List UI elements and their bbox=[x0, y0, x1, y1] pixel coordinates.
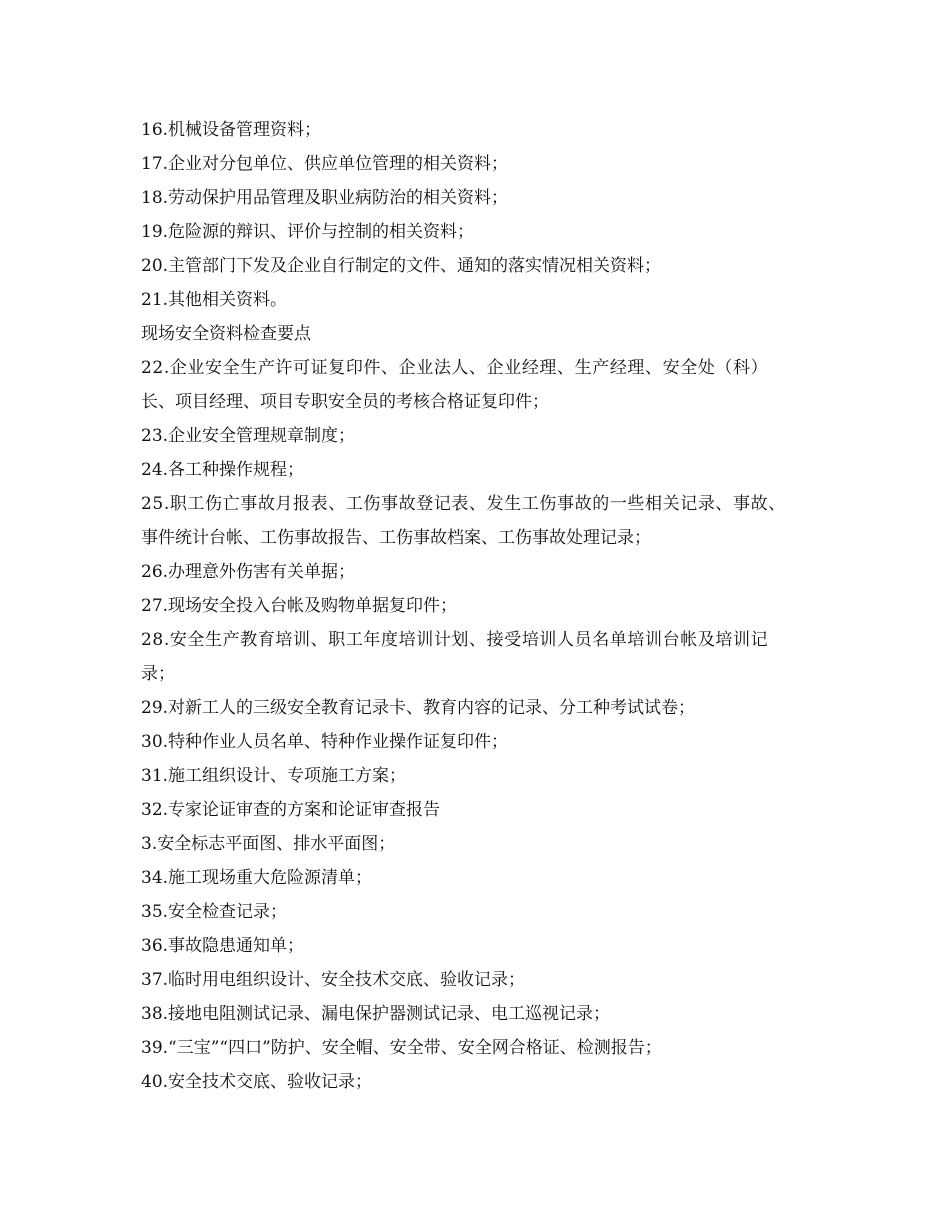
text-line-22b: 长、项目经理、项目专职安全员的考核合格证复印件； bbox=[141, 392, 549, 412]
text-line-35: 35.安全检查记录； bbox=[141, 902, 288, 922]
text-line-27: 27.现场安全投入台帐及购物单据复印件； bbox=[141, 596, 458, 616]
text-line-28b: 录； bbox=[141, 664, 175, 684]
text-line-31: 31.施工组织设计、专项施工方案； bbox=[141, 766, 407, 786]
text-line-20: 20.主管部门下发及企业自行制定的文件、通知的落实情况相关资料； bbox=[141, 256, 662, 276]
text-line-34: 34.施工现场重大危险源清单； bbox=[141, 868, 373, 888]
text-line-28a: 28.安全生产教育培训、职工年度培训计划、接受培训人员名单培训台帐及培训记 bbox=[141, 630, 769, 650]
text-line-32: 32.专家论证审查的方案和论证审查报告 bbox=[141, 800, 441, 820]
text-line-17: 17.企业对分包单位、供应单位管理的相关资料； bbox=[141, 154, 509, 174]
section-heading: 现场安全资料检查要点 bbox=[141, 324, 311, 344]
text-line-21: 21.其他相关资料。 bbox=[141, 290, 288, 310]
text-line-25a: 25.职工伤亡事故月报表、工伤事故登记表、发生工伤事故的一些相关记录、事故、 bbox=[141, 494, 786, 514]
text-line-16: 16.机械设备管理资料； bbox=[141, 120, 322, 140]
text-line-23: 23.企业安全管理规章制度； bbox=[141, 426, 356, 446]
text-line-24: 24.各工种操作规程； bbox=[141, 460, 305, 480]
text-line-30: 30.特种作业人员名单、特种作业操作证复印件； bbox=[141, 732, 509, 752]
text-line-37: 37.临时用电组织设计、安全技术交底、验收记录； bbox=[141, 970, 526, 990]
text-line-25b: 事件统计台帐、工伤事故报告、工伤事故档案、工伤事故处理记录； bbox=[141, 528, 651, 548]
text-line-19: 19.危险源的辩识、评价与控制的相关资料； bbox=[141, 222, 475, 242]
text-line-40: 40.安全技术交底、验收记录； bbox=[141, 1072, 373, 1092]
text-line-22a: 22.企业安全生产许可证复印件、企业法人、企业经理、生产经理、安全处（科） bbox=[141, 358, 769, 378]
text-line-29: 29.对新工人的三级安全教育记录卡、教育内容的记录、分工种考试试卷； bbox=[141, 698, 696, 718]
text-line-18: 18.劳动保护用品管理及职业病防治的相关资料； bbox=[141, 188, 509, 208]
text-line-33: 3.安全标志平面图、排水平面图； bbox=[141, 834, 396, 854]
text-line-38: 38.接地电阻测试记录、漏电保护器测试记录、电工巡视记录； bbox=[141, 1004, 611, 1024]
text-line-39: 39.“三宝”“四口”防护、安全帽、安全带、安全网合格证、检测报告； bbox=[141, 1038, 662, 1058]
text-line-36: 36.事故隐患通知单； bbox=[141, 936, 305, 956]
text-line-26: 26.办理意外伤害有关单据； bbox=[141, 562, 356, 582]
document-body bbox=[141, 113, 841, 1099]
